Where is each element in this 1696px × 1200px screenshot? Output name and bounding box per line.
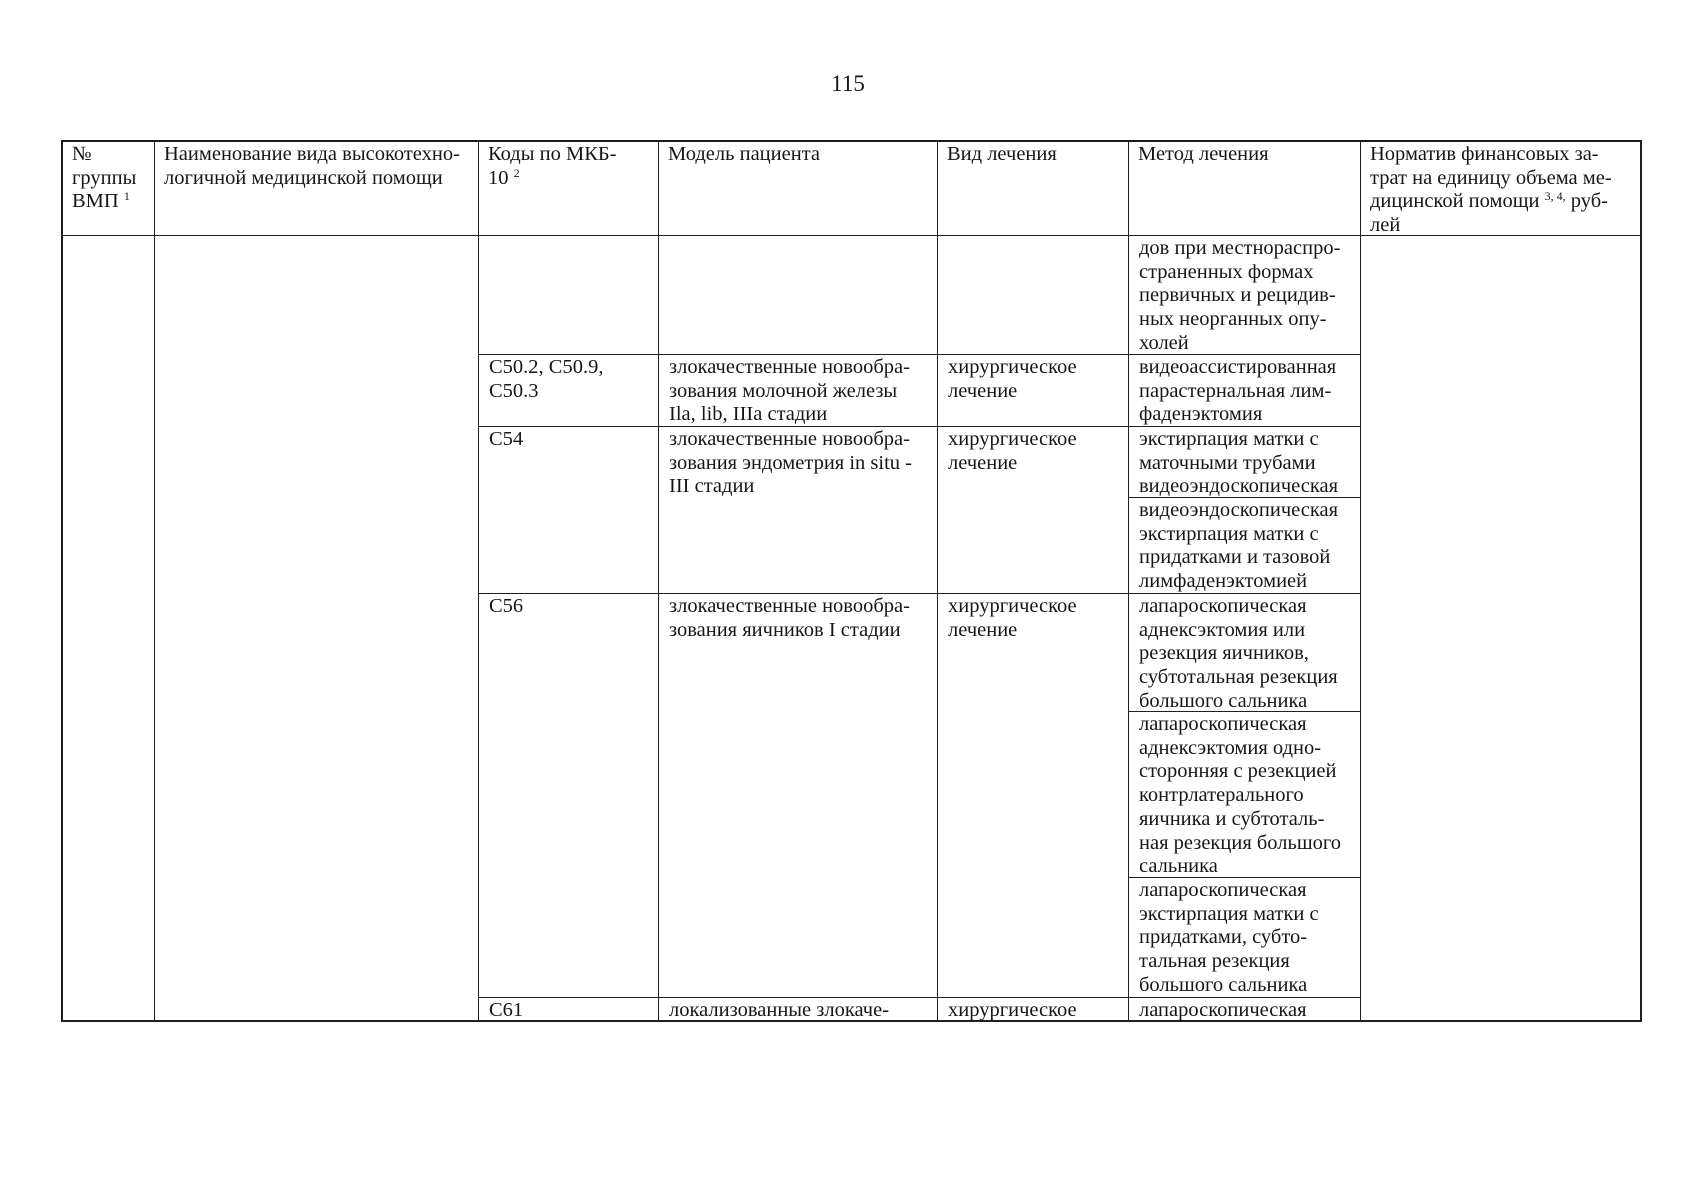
icd-codes-cell [479,355,659,427]
text-line: лапароскопическая [1139,595,1307,617]
text-line: парастернальная лим- [1139,379,1332,402]
patient-model-cell [659,236,938,355]
text-line: хирургическое [948,356,1077,378]
treatment-method-cell [1129,355,1361,427]
text-line: C54 [489,428,524,450]
text-line: экстирпация матки с [1139,428,1319,450]
text-line: страненных формах [1139,260,1314,283]
treatment-type-cell [938,594,1129,998]
text-line: 10 $^2$ [488,165,520,189]
text-line: дов при местнораспро- [1139,237,1341,259]
care-type-name-cell [155,236,479,1022]
text-line: аднексэктомия или [1139,618,1306,641]
icd-codes-cell [479,236,659,355]
text-line: экстирпация матки с [1139,522,1319,545]
text-line: первичных и рецидив- [1139,284,1336,307]
text-line: логичной медицинской помощи [164,166,443,189]
text-line: видеоассистированная [1139,356,1337,378]
text-line: ная резекция большого [1139,831,1342,854]
text-line: Норматив финансовых за- [1370,143,1599,165]
text-line: лей [1370,214,1401,237]
text-line: лапароскопическая [1139,879,1307,901]
header-treatment-type [938,142,1129,236]
text-line: группы [72,166,137,189]
treatment-type-cell [938,998,1129,1022]
header-treatment-method [1129,142,1361,236]
patient-model-cell [659,427,938,594]
header-patient-model [659,142,938,236]
text-line: зования эндометрия in situ - [669,451,912,474]
text-line: C56 [489,595,524,617]
treatment-method-cell [1129,594,1361,712]
text-line: видеоэндоскопическая [1139,499,1339,521]
group-number-cell [63,236,155,1022]
text-line: яичника и субтоталь- [1139,807,1325,830]
text-line: тальная резекция [1139,950,1290,973]
text-line: Ila, lib, IIIa стадии [669,403,828,426]
footnote-mark: 3, 4, [1544,189,1566,204]
header-group-number [63,142,155,236]
text-line: лечение [948,451,1018,474]
patient-model-cell [659,594,938,998]
text-line: Модель пациента [668,143,820,165]
text-line: придатками, субто- [1139,926,1308,949]
text-line: Вид лечения [947,143,1057,165]
medical-care-table [61,140,1642,1022]
text-line: III стадии [669,475,755,498]
text-line: злокачественные новообра- [669,356,910,378]
text-line: лапароскопическая [1139,713,1307,735]
icd-codes-cell [479,998,659,1022]
text-line: сальника [1139,855,1218,878]
treatment-method-cell [1129,427,1361,498]
text-line: ВМП $^1$ [72,189,130,213]
text-line: Коды по МКБ- [488,143,617,165]
text-line: зования яичников I стадии [669,618,901,641]
patient-model-cell [659,998,938,1022]
text-line: хирургическое [948,428,1077,450]
text-line: зования молочной железы [669,379,898,402]
text-line: C50.2, C50.9, [489,356,604,378]
text-line: резекция яичников, [1139,642,1309,665]
header-care-type-name [155,142,479,236]
text-line: № [72,143,92,165]
cost-standard-cell [1361,236,1642,1022]
header-cost-standard [1361,142,1642,236]
text-line: лечение [948,379,1018,402]
text-line: злокачественные новообра- [669,428,910,450]
treatment-method-cell [1129,998,1361,1022]
text-line: большого сальника [1139,689,1308,712]
text-line: лечение [948,618,1018,641]
text-line: Метод лечения [1138,143,1269,165]
icd-codes-cell [479,427,659,594]
footnote-mark: 1 [123,189,130,204]
text-line: экстирпация матки с [1139,902,1319,925]
treatment-method-cell [1129,236,1361,355]
treatment-method-cell [1129,498,1361,594]
text-line: холей [1139,331,1189,354]
text-line: дицинской помощи $^{3, 4,}$ руб- [1370,189,1608,213]
treatment-method-cell [1129,712,1361,878]
patient-model-cell [659,355,938,427]
icd-codes-cell [479,594,659,998]
text-line: фаденэктомия [1139,403,1263,426]
treatment-type-cell [938,355,1129,427]
header-icd-codes [479,142,659,236]
text-line: ных неорганных опу- [1139,308,1327,331]
text-line: локализованные злокаче- [669,999,890,1021]
treatment-type-cell [938,427,1129,594]
text-line: контрлатерального [1139,784,1304,807]
text-line: видеоэндоскопическая [1139,475,1339,498]
treatment-method-cell [1129,878,1361,998]
text-line: лимфаденэктомией [1139,570,1308,593]
text-line: злокачественные новообра- [669,595,910,617]
text-line: трат на единицу объема ме- [1370,166,1612,189]
text-line: придатками и тазовой [1139,546,1331,569]
footnote-mark: 2 [513,165,520,180]
page-number: 115 [831,71,865,96]
text-line: C50.3 [489,379,539,402]
text-line: большого сальника [1139,973,1308,996]
text-line: сторонняя с резекцией [1139,760,1337,783]
text-line: субтотальная резекция [1139,666,1338,689]
text-line: аднексэктомия одно- [1139,736,1322,759]
treatment-type-cell [938,236,1129,355]
text-line: хирургическое [948,595,1077,617]
text-line: лапароскопическая [1139,999,1307,1021]
text-line: маточными трубами [1139,451,1316,474]
text-line: Наименование вида высокотехно- [164,143,460,165]
text-line: C61 [489,999,524,1021]
text-line: хирургическое [948,999,1077,1021]
